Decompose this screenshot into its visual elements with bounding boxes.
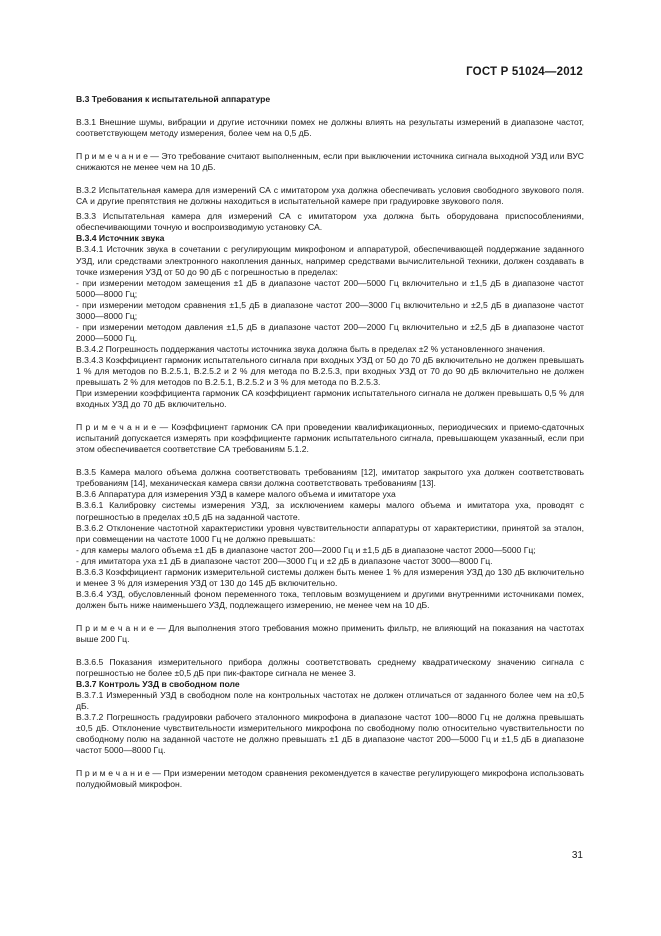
paragraph: B.3.4.1 Источник звука в сочетании с регулирующим микрофоном и аппаратурой, обеспечивающей поддержание заданного УЗД, или средствами электронного накопления данных, например средствами вычислительной техники, должен создавать в точке измерения УЗД от 50 до 90 дБ с погрешностью в пределах: [76, 244, 584, 277]
page-number: 31 [571, 850, 583, 861]
paragraph: B.3.2 Испытательная камера для измерений СА с имитатором уха должна обеспечивать условия свободного звукового поля. СА и другие препятствия не должны находиться в испытательной камере при градуировке звукового поля. [76, 185, 584, 207]
list-item: - для камеры малого объема ±1 дБ в диапазоне частот 200—2000 Гц и ±1,5 дБ в диапазоне частот 2000—5000 Гц; [76, 544, 536, 555]
paragraph: B.3.7.2 Погрешность градуировки рабочего эталонного микрофона в диапазоне частот 100—8000 Гц не должна превышать ±0,5 дБ. Отклонение чувствительности измерительного микрофона по свободному полю относительно чувствительности по свободному полю на заданной частоте не должно превышать ±1 дБ в диапазоне частот 200—5000 Гц и ±1,5 дБ в диапазоне частот 5000—8000 Гц. [76, 712, 584, 756]
document-body [76, 94, 584, 791]
paragraph: B.3.6.2 Отклонение частотной характеристики уровня чувствительности аппаратуры от характеристики, принятой за эталон, при совмещении на частоте 1000 Гц не должно превышать: [76, 522, 584, 544]
list-item: - при измерении методом сравнения ±1,5 дБ в диапазоне частот 200—3000 Гц включительно и ±2,5 дБ в диапазоне частот 3000—8000 Гц; [76, 299, 584, 321]
list-item: - для имитатора уха ±1 дБ в диапазоне частот 200—3000 Гц и ±2 дБ в диапазоне частот 3000—8000 Гц. [76, 555, 493, 566]
section-heading: B.3 Требования к испытательной аппаратуре [76, 94, 271, 104]
paragraph: B.3.3 Испытательная камера для измерений СА с имитатором уха должна быть оборудована приспособлениями, обеспечивающими точную и воспроизводимую установку СА. [76, 211, 584, 233]
document-id: ГОСТ Р 51024—2012 [466, 66, 583, 78]
paragraph: B.3.5 Камера малого объема должна соответствовать требованиям [12], имитатор закрытого уха должен соответствовать требованиям [14], механическая камера связи должна соответствовать требованиям [13]. [76, 467, 584, 489]
paragraph: B.3.6.1 Калибровку системы измерения УЗД, за исключением камеры малого объема и имитатора уха, проводят с погрешностью в пределах ±0,5 дБ на заданной частоте. [76, 500, 584, 522]
note: П р и м е ч а н и е — Это требование считают выполненным, если при выключении источника сигнала выходной УЗД или ВУС снижаются не менее чем на 10 дБ. [76, 151, 584, 173]
paragraph: При измерении коэффициента гармоник СА коэффициент гармоник испытательного сигнала не должен превышать 0,5 % для входных УЗД до 70 дБ включительно. [76, 388, 584, 410]
note: П р и м е ч а н и е — Для выполнения этого требования можно применить фильтр, не влияющий на показания на частотах выше 200 Гц. [76, 622, 584, 644]
list-item: - при измерении методом давления ±1,5 дБ в диапазоне частот 200—2000 Гц включительно и ±2,5 дБ в диапазоне частот 2000—5000 Гц. [76, 321, 584, 343]
list-item: - при измерении методом замещения ±1 дБ в диапазоне частот 200—5000 Гц включительно и ±1,5 дБ в диапазоне частот 5000—8000 Гц; [76, 277, 584, 299]
paragraph: B.3.4.2 Погрешность поддержания частоты источника звука должна быть в пределах ±2 % установленного значения. [76, 343, 545, 354]
paragraph: B.3.6.5 Показания измерительного прибора должны соответствовать среднему квадратическому значению сигнала с погрешностью не более ±0,5 дБ при пик-факторе сигнала не менее 3. [76, 657, 584, 679]
paragraph: B.3.7.1 Измеренный УЗД в свободном поле на контрольных частотах не должен отличаться от заданного более чем на ±0,5 дБ. [76, 690, 584, 712]
paragraph: B.3.1 Внешние шумы, вибрации и другие источники помех не должны влиять на результаты измерений в диапазоне частот, соответствующем методу измерения, более чем на 0,5 дБ. [76, 117, 584, 139]
section-heading: B.3.6 Аппаратура для измерения УЗД в камере малого объема и имитаторе уха [76, 489, 396, 500]
note: П р и м е ч а н и е — Коэффициент гармоник СА при проведении квалификационных, периодических и приемо-сдаточных испытаний допускается измерять при коэффициенте гармоник испытательного сигнала, превышающем указанный, если при этом обеспечивается соответствие СА требованиям 5.1.2. [76, 422, 584, 455]
section-heading: B.3.7 Контроль УЗД в свободном поле [76, 679, 240, 690]
paragraph: B.3.4.3 Коэффициент гармоник испытательного сигнала при входных УЗД от 50 до 70 дБ включительно не должен превышать 1 % для методов по B.2.5.1, B.2.5.2 и 2 % для метода по B.2.5.3, при входных УЗД от 70 до 90 дБ включительно не должен превышать 2 % для методов по B.2.5.1, B.2.5.2 и 3 % для метода по B.2.5.3. [76, 354, 584, 388]
paragraph: B.3.6.4 УЗД, обусловленный фоном переменного тока, тепловым возмущением и другими внутренними источниками помех, должен быть ниже наименьшего УЗД, подлежащего измерению, не менее чем на 10 дБ. [76, 588, 584, 610]
paragraph: B.3.6.3 Коэффициент гармоник измерительной системы должен быть менее 1 % для измерения УЗД до 130 дБ включительно и менее 3 % для измерения УЗД от 130 до 145 дБ включительно. [76, 566, 584, 588]
note: П р и м е ч а н и е — При измерении методом сравнения рекомендуется в качестве регулирующего микрофона использовать полудюймовый микрофон. [76, 768, 584, 790]
section-heading: B.3.4 Источник звука [76, 233, 165, 244]
